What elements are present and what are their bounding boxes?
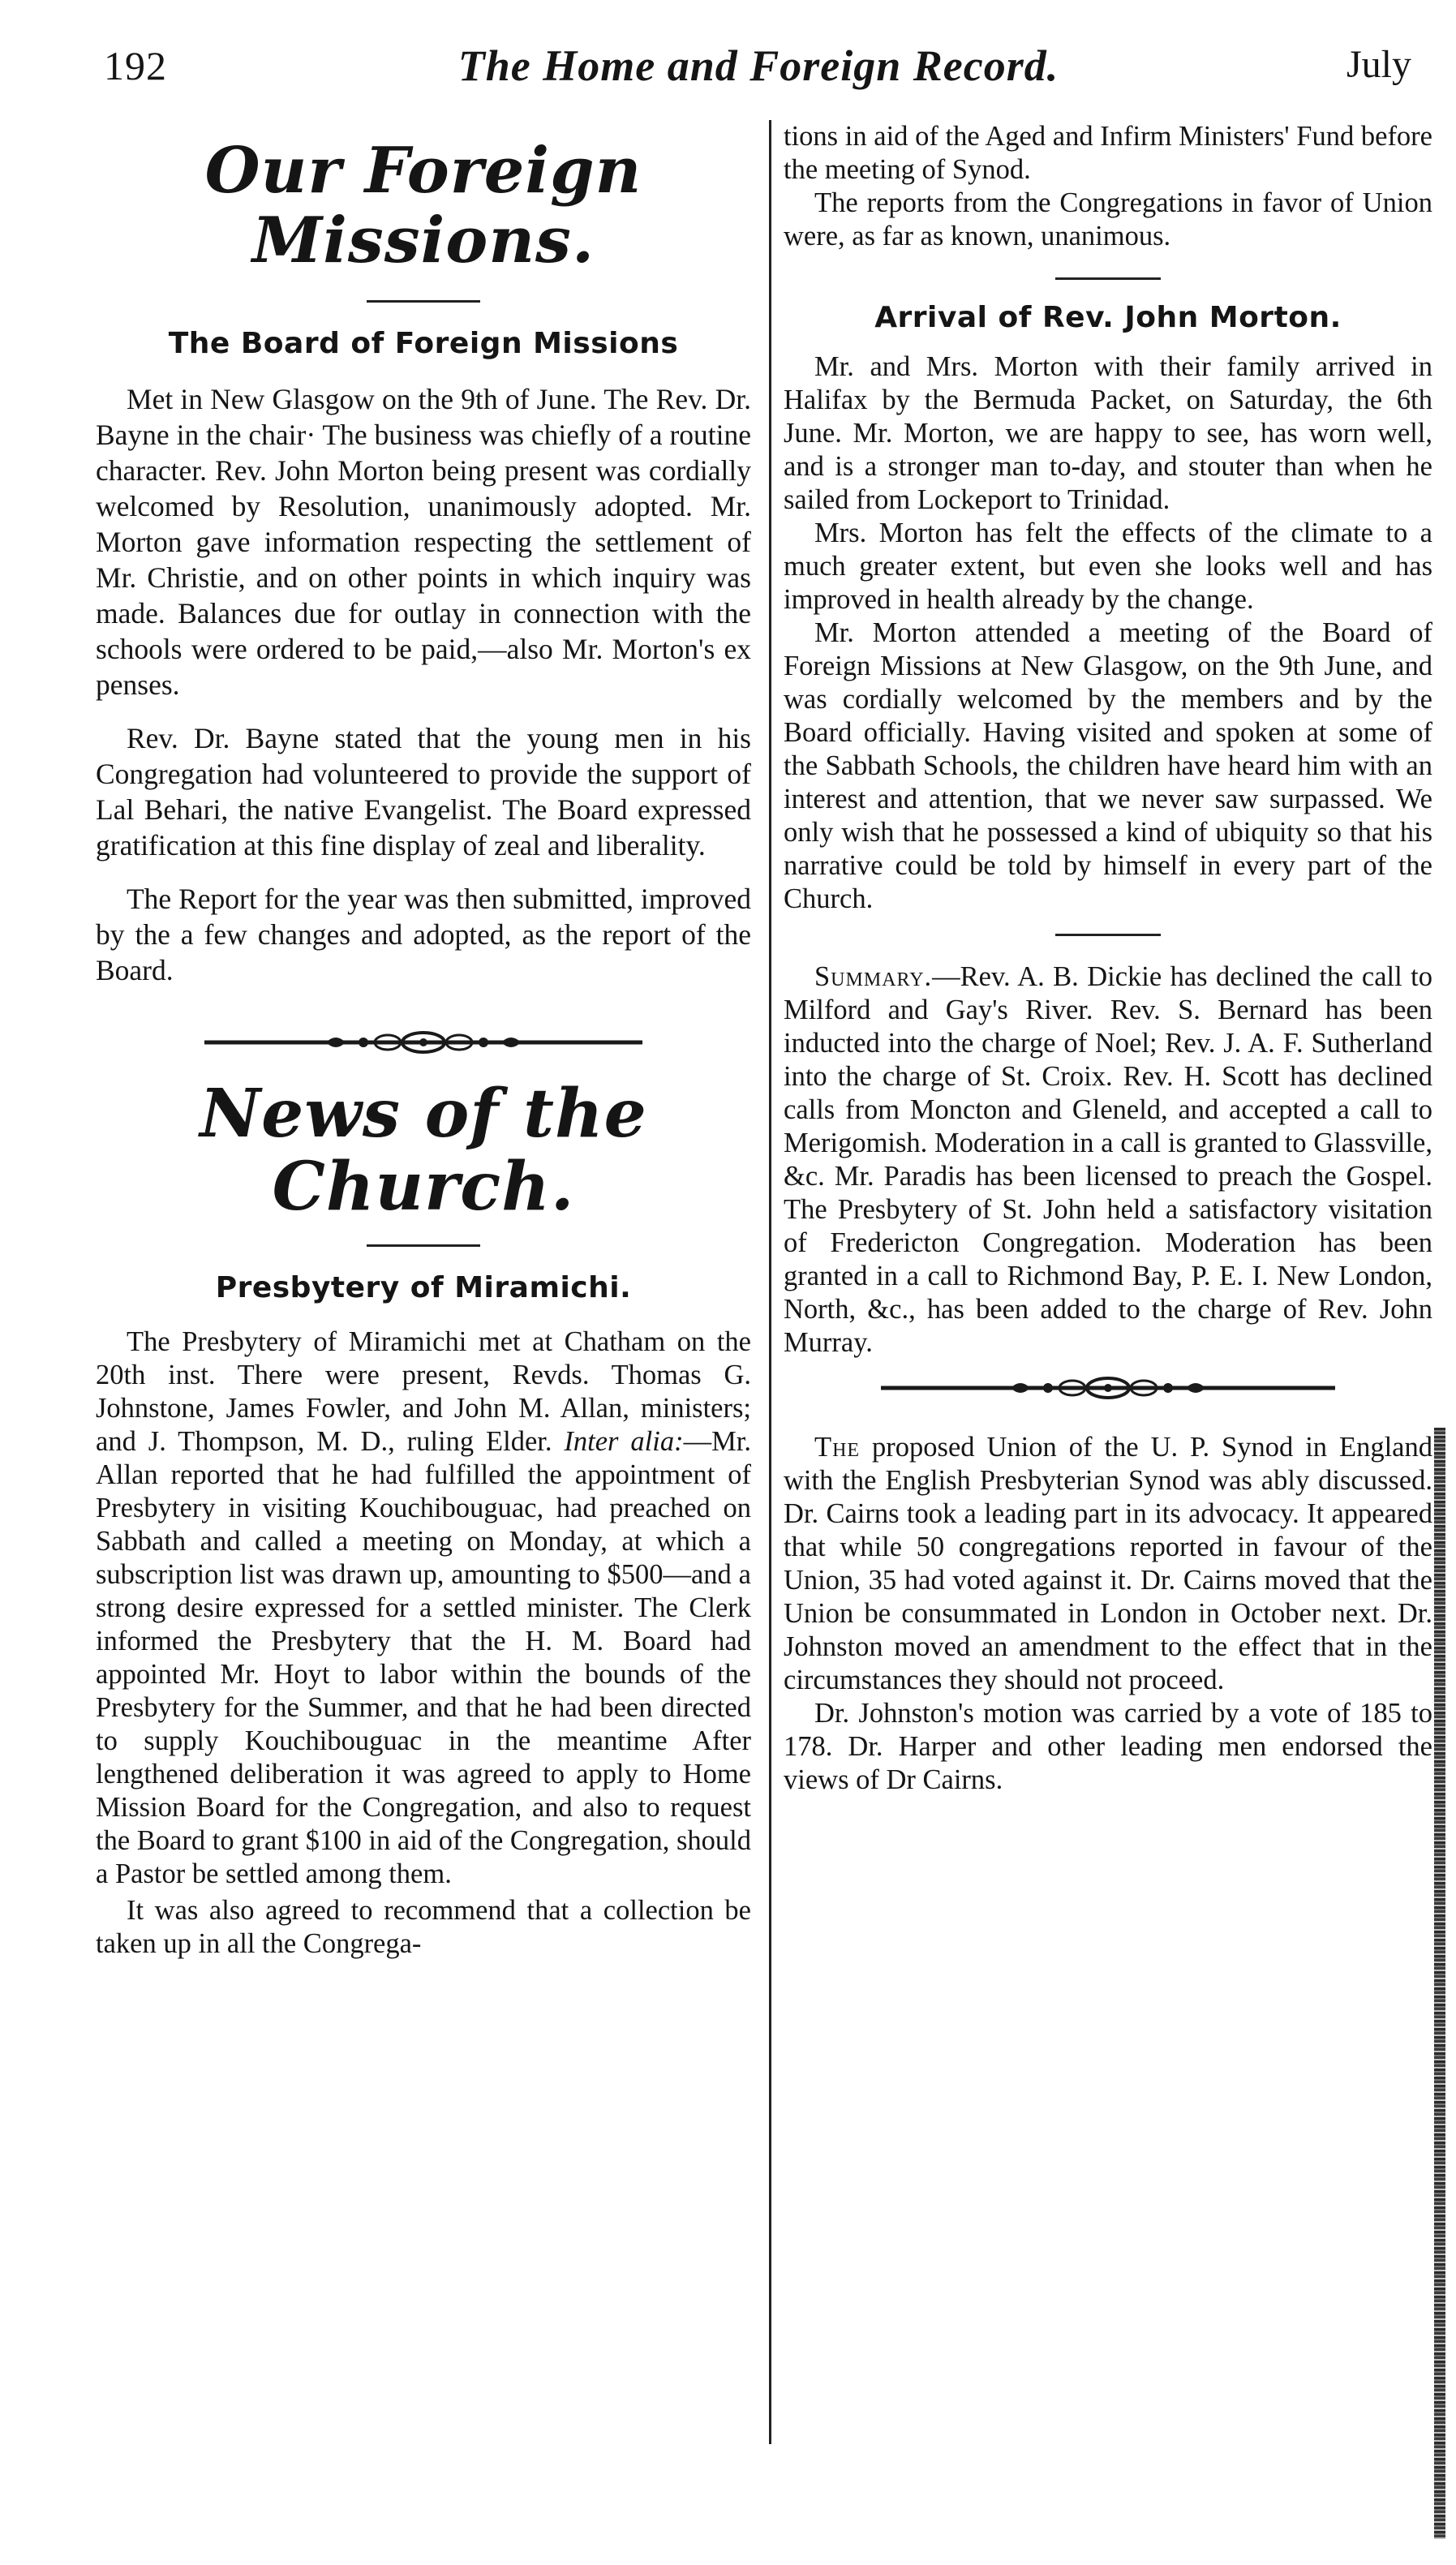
- paragraph: [96, 1325, 751, 1891]
- short-rule: [1055, 277, 1161, 280]
- ornament-divider: [784, 1374, 1432, 1402]
- paragraph: It was also agreed to recommend that a collection be taken up in all the Congrega-: [96, 1894, 751, 1959]
- page-header: [97, 42, 1419, 99]
- short-rule: [1055, 934, 1161, 936]
- paragraph: tions in aid of the Aged and Infirm Ministers' Fund before the meeting of Synod.: [784, 121, 1432, 185]
- ornament-divider: [96, 1029, 751, 1056]
- masthead-title: The Home and Foreign Record.: [457, 41, 1059, 90]
- ornament-icon: [881, 1374, 1335, 1402]
- union-paragraph: [784, 1431, 1432, 1697]
- paragraph-text: The Presbytery of Miramichi met at Chatham on the 20th inst. There were present, Revds. Thomas G. Johnstone, James Fowler, and John M. Allan, ministers; and J. Thompson, M. D., ruling Elder.: [96, 1325, 751, 1457]
- union-lead: The: [814, 1432, 861, 1463]
- article-heading-board: The Board of Foreign Missions: [168, 326, 679, 360]
- short-rule: [367, 300, 480, 303]
- short-rule: [367, 1244, 480, 1247]
- section-title-news-of-church: News of the Church.: [200, 1074, 647, 1226]
- article-heading-arrival: Arrival of Rev. John Morton.: [874, 301, 1342, 334]
- right-column: [784, 120, 1432, 1797]
- page-number: 192: [104, 43, 167, 88]
- paragraph-text: —Rev. A. B. Dickie has declined the call to Milford and Gay's River. Rev. S. Bernard has been inducted into the charge of Noel; Rev. J. A. F. Sutherland into the charge of St. Croix. Rev. H. Scott has declined calls from Moncton and Gleneld, and accepted a call to Merigomish. Moderation in a call is granted to Glassville, &c. Mr. Paradis has been licensed to preach the Gospel. The Presbytery of St. John held a satisfactory visitation of Fredericton Congregation. Moderation has been granted in a call to Richmond Bay, P. E. I. New London, North, &c., has been added to the charge of Rev. John Murray.: [784, 961, 1432, 1358]
- summary-paragraph: [784, 960, 1432, 1360]
- column-divider: [769, 120, 771, 2444]
- paragraph-text: proposed Union of the U. P. Synod in England with the English Presbyterian Synod was ably discussed. Dr. Cairns took a leading part in its advocacy. It appeared that while 50 congregations reported in favour of the Union, 35 had voted against it. Dr. Cairns moved that the Union be consummated in London in October next. Dr. Johnston moved an amendment to the effect that in the circumstances they should not proceed.: [784, 1432, 1432, 1695]
- summary-lead: Summary.: [814, 961, 933, 992]
- italic-phrase: Inter alia:: [564, 1425, 684, 1457]
- paragraph-text: —Mr. Allan reported that he had fulfilled the appointment of Presbytery in visiting Kouchibouguac, had preached on Sabbath and called a meeting on Monday, at which a subscription list was drawn up, amounting to $500—and a strong desire expressed for a settled minister. The Clerk informed the Presbytery that the H. M. Board had appointed Mr. Hoyt to labor within the bounds of the Presbytery for the Summer, and that he had been directed to supply Kouchibouguac in the meantime After lengthened deliberation it was agreed to apply to Home Mission Board for the Congregation, and also to request the Board to grant $100 in aid of the Congregation, should a Pastor be settled among them.: [96, 1425, 751, 1889]
- section-title-foreign-missions: Our Foreign Missions.: [204, 134, 642, 277]
- article-heading-presbytery: Presbytery of Miramichi.: [215, 1270, 632, 1304]
- paragraph: Mrs. Morton has felt the effects of the climate to a much greater extent, but even she looks well and has improved in health already by the change.: [784, 518, 1432, 615]
- paragraph: Met in New Glasgow on the 9th of June. The Rev. Dr. Bayne in the chair· The business was chiefly of a routine character. Rev. John Morton being present was cordially welcomed by Resolution, unanimously adopted. Mr. Morton gave information respecting the settlement of Mr. Christie, and on other points in which inquiry was made. Balances due for outlay in connection with the schools were ordered to be paid,—also Mr. Morton's ex penses.: [96, 382, 751, 701]
- paragraph: Mr. and Mrs. Morton with their family arrived in Halifax by the Bermuda Packet, on Saturday, the 6th June. Mr. Morton, we are happy to see, has worn well, and is a stronger man to-day, and stouter than when he sailed from Lockeport to Trinidad.: [784, 351, 1432, 515]
- issue-month: July: [1346, 43, 1411, 86]
- paragraph: Mr. Morton attended a meeting of the Board of Foreign Missions at New Glasgow, on the 9th June, and was cordially welcomed by the members and by the Board officially. Having visited and spoken at some of the Sabbath Schools, the children have heard him with an interest and attention, that we never saw surpassed. We only wish that he possessed a kind of ubiquity so that his narrative could be told by himself in every part of the Church.: [784, 617, 1432, 914]
- paragraph: The Report for the year was then submitted, improved by the a few changes and adopted, as the report of the Board.: [96, 882, 751, 986]
- paragraph: Dr. Johnston's motion was carried by a vote of 185 to 178. Dr. Harper and other leading men endorsed the views of Dr Cairns.: [784, 1698, 1432, 1795]
- left-column: [96, 122, 751, 1961]
- page-edge-shadow: [1434, 1428, 1445, 2539]
- paragraph: The reports from the Congregations in favor of Union were, as far as known, unanimous.: [784, 187, 1432, 251]
- ornament-icon: [204, 1029, 642, 1056]
- paragraph: Rev. Dr. Bayne stated that the young men in his Congregation had volunteered to provide the support of Lal Behari, the native Evangelist. The Board expressed gratification at this fine display of zeal and liberality.: [96, 721, 751, 861]
